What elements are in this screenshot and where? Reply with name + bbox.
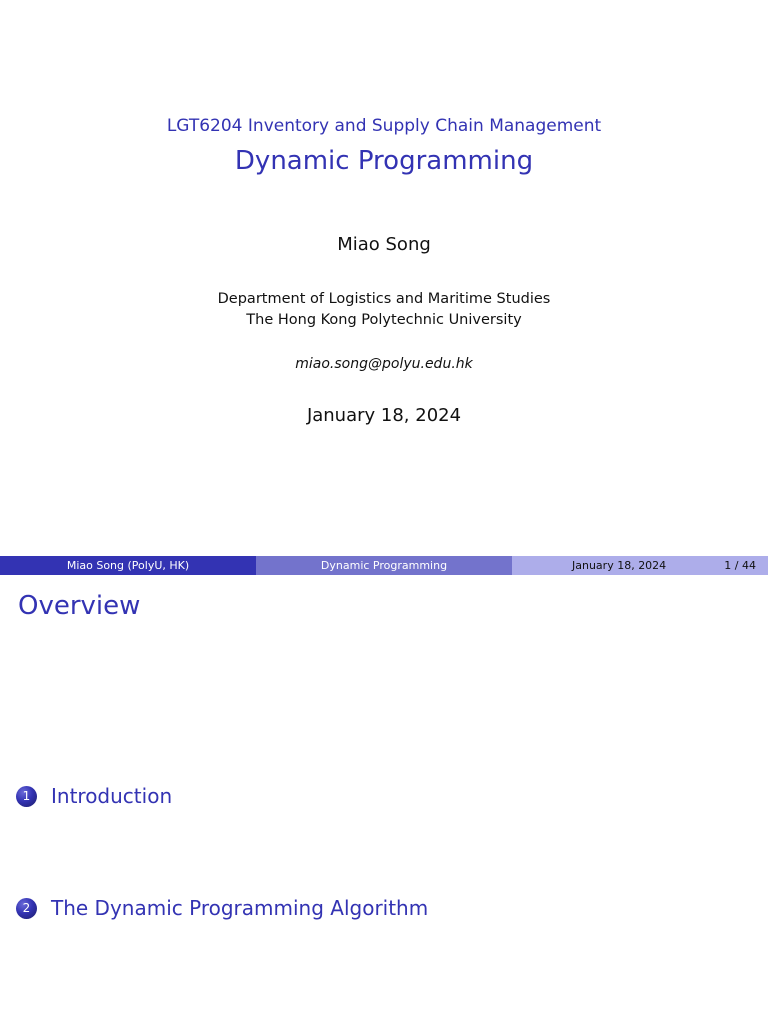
toc-item-dynamic-programming-algorithm[interactable] <box>16 896 428 920</box>
institute-university: The Hong Kong Polytechnic University <box>246 312 522 328</box>
institute-department: Department of Logistics and Maritime Studies <box>217 291 551 307</box>
author-email: miao.song@polyu.edu.hk <box>295 356 473 372</box>
overview-title: Overview <box>18 591 141 621</box>
author-name: Miao Song <box>337 234 431 255</box>
footline <box>0 556 768 575</box>
toc-item-introduction[interactable] <box>16 784 172 808</box>
footline-title: Dynamic Programming <box>256 556 512 575</box>
presentation-title: Dynamic Programming <box>234 146 534 176</box>
section-number-ball-icon: 1 <box>16 786 37 807</box>
course-subtitle: LGT6204 Inventory and Supply Chain Management <box>166 116 602 136</box>
toc-item-label: Introduction <box>51 784 173 808</box>
footline-info <box>512 556 768 575</box>
footline-page-number: 1 / 44 <box>724 559 756 572</box>
footline-date: January 18, 2024 <box>572 559 667 572</box>
section-number-ball-icon: 2 <box>16 898 37 919</box>
footline-author: Miao Song (PolyU, HK) <box>0 556 256 575</box>
presentation-date: January 18, 2024 <box>306 405 462 426</box>
institute <box>0 289 768 331</box>
toc-item-label: The Dynamic Programming Algorithm <box>51 896 429 920</box>
